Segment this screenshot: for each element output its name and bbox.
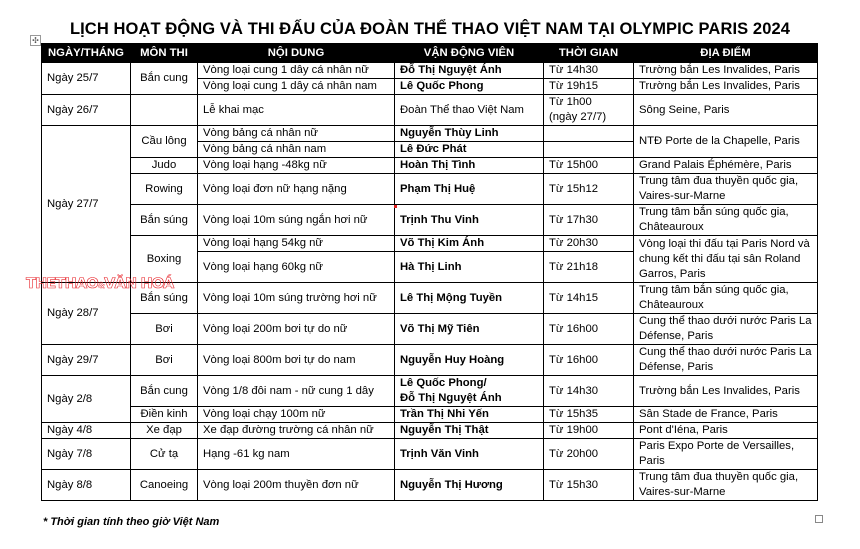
cell-athlete: Võ Thị Mỹ Tiên (395, 314, 544, 345)
cell-time (544, 95, 634, 126)
cell-sport: Boxing (131, 236, 198, 283)
table-row (42, 439, 818, 470)
cell-time: Từ 16h00 (544, 314, 634, 345)
cell-content: Vòng loại 200m thuyền đơn nữ (198, 470, 395, 501)
cell-sport: Điền kinh (131, 407, 198, 423)
cell-date: Ngày 29/7 (42, 345, 131, 376)
cell-time: Từ 20h30 (544, 236, 634, 252)
cell-athlete: Đỗ Thị Nguyệt Ánh (395, 63, 544, 79)
cell-time: Từ 21h18 (544, 252, 634, 283)
cell-content: Vòng loại đơn nữ hạng nặng (198, 174, 395, 205)
cursor-mark (394, 205, 397, 208)
table-row (42, 126, 818, 142)
cell-date: Ngày 27/7 (42, 126, 131, 283)
schedule-table (41, 43, 818, 501)
athlete-line-1: Lê Quốc Phong/ (400, 377, 487, 389)
header-time: THỜI GIAN (544, 44, 634, 63)
cell-venue: Cung thể thao dưới nước Paris La Défense, Paris (634, 314, 818, 345)
watermark-left: THETHAO (26, 276, 98, 292)
cell-athlete: Võ Thị Kim Ánh (395, 236, 544, 252)
cell-venue: NTĐ Porte de la Chapelle, Paris (634, 126, 818, 158)
cell-date: Ngày 4/8 (42, 423, 131, 439)
table-row (42, 314, 818, 345)
cell-athlete: Lê Quốc Phong (395, 79, 544, 95)
cell-sport: Bắn súng (131, 283, 198, 314)
cell-athlete: Trịnh Văn Vinh (395, 439, 544, 470)
cell-athlete: Hà Thị Linh (395, 252, 544, 283)
cell-time: Từ 15h35 (544, 407, 634, 423)
cell-date: Ngày 2/8 (42, 376, 131, 423)
cell-sport: Bắn cung (131, 376, 198, 407)
cell-content: Vòng loại hạng 60kg nữ (198, 252, 395, 283)
cell-content: Xe đạp đường trường cá nhân nữ (198, 423, 395, 439)
page-title: LỊCH HOẠT ĐỘNG VÀ THI ĐẤU CỦA ĐOÀN THỂ THAO VIỆT NAM TẠI OLYMPIC PARIS 2024 (69, 20, 791, 38)
cell-content: Vòng bảng cá nhân nữ (198, 126, 395, 142)
cell-venue: Trường bắn Les Invalides, Paris (634, 79, 818, 95)
cell-date: Ngày 25/7 (42, 63, 131, 95)
athlete-line-2: Đỗ Thị Nguyệt Ánh (400, 392, 502, 404)
cell-venue: Trung tâm đua thuyền quốc gia, Vaires-sur-Marne (634, 174, 818, 205)
cell-sport: Judo (131, 158, 198, 174)
move-icon[interactable]: ✣ (30, 35, 41, 46)
cell-content: Vòng loại cung 1 dây cá nhân nam (198, 79, 395, 95)
cell-sport: Xe đạp (131, 423, 198, 439)
cell-venue: Paris Expo Porte de Versailles, Paris (634, 439, 818, 470)
cell-time: Từ 20h00 (544, 439, 634, 470)
time-line-2: (ngày 27/7) (549, 111, 607, 123)
cell-time: Từ 14h15 (544, 283, 634, 314)
cell-sport: Canoeing (131, 470, 198, 501)
cell-content: Vòng loại chạy 100m nữ (198, 407, 395, 423)
header-athlete: VẬN ĐỘNG VIÊN (395, 44, 544, 63)
cell-athlete: Lê Đức Phát (395, 142, 544, 158)
cell-content: Vòng bảng cá nhân nam (198, 142, 395, 158)
cell-time: Từ 16h00 (544, 345, 634, 376)
cell-content: Vòng loại 10m súng trường hơi nữ (198, 283, 395, 314)
cell-sport: Bắn súng (131, 205, 198, 236)
cell-date: Ngày 8/8 (42, 470, 131, 501)
cell-content: Vòng loại cung 1 dây cá nhân nữ (198, 63, 395, 79)
cell-time: Từ 15h12 (544, 174, 634, 205)
cell-sport: Bơi (131, 314, 198, 345)
table-row (42, 63, 818, 79)
table-row (42, 236, 818, 252)
cell-content: Vòng 1/8 đôi nam - nữ cung 1 dây (198, 376, 395, 407)
table-row (42, 470, 818, 501)
cell-time: Từ 15h00 (544, 158, 634, 174)
cell-venue: Trung tâm đua thuyền quốc gia, Vaires-sur-Marne (634, 470, 818, 501)
cell-venue: Trường bắn Les Invalides, Paris (634, 63, 818, 79)
cell-athlete: Nguyễn Thùy Linh (395, 126, 544, 142)
table-row (42, 345, 818, 376)
cell-athlete: Phạm Thị Huệ (395, 174, 544, 205)
cell-athlete: Trịnh Thu Vinh (395, 205, 544, 236)
cell-venue: Sông Seine, Paris (634, 95, 818, 126)
cell-athlete (395, 376, 544, 407)
cell-athlete: Hoàn Thị Tình (395, 158, 544, 174)
cell-date: Ngày 7/8 (42, 439, 131, 470)
table-row (42, 174, 818, 205)
table-row (42, 205, 818, 236)
cell-content: Vòng loại 200m bơi tự do nữ (198, 314, 395, 345)
cell-sport (131, 95, 198, 126)
resize-icon[interactable] (815, 515, 823, 523)
header-venue: ĐỊA ĐIỂM (634, 44, 818, 63)
cell-content: Vòng loại 800m bơi tự do nam (198, 345, 395, 376)
time-line-1: Từ 1h00 (549, 96, 592, 108)
cell-time: Từ 19h00 (544, 423, 634, 439)
cell-time (544, 126, 634, 142)
cell-athlete: Nguyễn Thị Thật (395, 423, 544, 439)
cell-time: Từ 14h30 (544, 376, 634, 407)
header-date: NGÀY/THÁNG (42, 44, 131, 63)
table-row (42, 407, 818, 423)
footnote: * Thời gian tính theo giờ Việt Nam (43, 516, 220, 528)
table-header-row (42, 44, 818, 63)
cell-athlete: Đoàn Thể thao Việt Nam (395, 95, 544, 126)
cell-content: Vòng loại 10m súng ngắn hơi nữ (198, 205, 395, 236)
cell-athlete: Nguyễn Huy Hoàng (395, 345, 544, 376)
cell-date: Ngày 26/7 (42, 95, 131, 126)
cell-venue: Grand Palais Éphémère, Paris (634, 158, 818, 174)
cell-venue: Vòng loại thi đấu tại Paris Nord và chung kết thi đấu tại sân Roland Garros, Paris (634, 236, 818, 283)
cell-venue: Sân Stade de France, Paris (634, 407, 818, 423)
cell-content: Hạng -61 kg nam (198, 439, 395, 470)
table-row (42, 376, 818, 407)
cell-time: Từ 15h30 (544, 470, 634, 501)
cell-sport: Rowing (131, 174, 198, 205)
cell-sport: Cầu lông (131, 126, 198, 158)
cell-venue: Trung tâm bắn súng quốc gia, Châteauroux (634, 205, 818, 236)
watermark-logo (26, 276, 173, 292)
cell-venue: Cung thể thao dưới nước Paris La Défense, Paris (634, 345, 818, 376)
cell-sport: Bắn cung (131, 63, 198, 95)
cell-time: Từ 17h30 (544, 205, 634, 236)
watermark-right: VĂN HOÁ (104, 276, 174, 292)
cell-content: Vòng loại hạng -48kg nữ (198, 158, 395, 174)
cell-athlete: Lê Thị Mộng Tuyền (395, 283, 544, 314)
cell-time: Từ 19h15 (544, 79, 634, 95)
cell-content: Vòng loại hạng 54kg nữ (198, 236, 395, 252)
watermark-amp: & (97, 281, 105, 290)
cell-time: Từ 14h30 (544, 63, 634, 79)
cell-sport: Bơi (131, 345, 198, 376)
table-row (42, 423, 818, 439)
header-content: NỘI DUNG (198, 44, 395, 63)
header-sport: MÔN THI (131, 44, 198, 63)
cell-venue: Trường bắn Les Invalides, Paris (634, 376, 818, 407)
cell-sport: Cử tạ (131, 439, 198, 470)
cell-athlete: Nguyễn Thị Hương (395, 470, 544, 501)
cell-time (544, 142, 634, 158)
table-row (42, 158, 818, 174)
cell-content: Lễ khai mạc (198, 95, 395, 126)
cell-date: Ngày 28/7 (42, 283, 131, 345)
cell-athlete: Trần Thị Nhi Yến (395, 407, 544, 423)
cell-venue: Pont d'Iéna, Paris (634, 423, 818, 439)
table-row (42, 95, 818, 126)
cell-venue: Trung tâm bắn súng quốc gia, Châteauroux (634, 283, 818, 314)
